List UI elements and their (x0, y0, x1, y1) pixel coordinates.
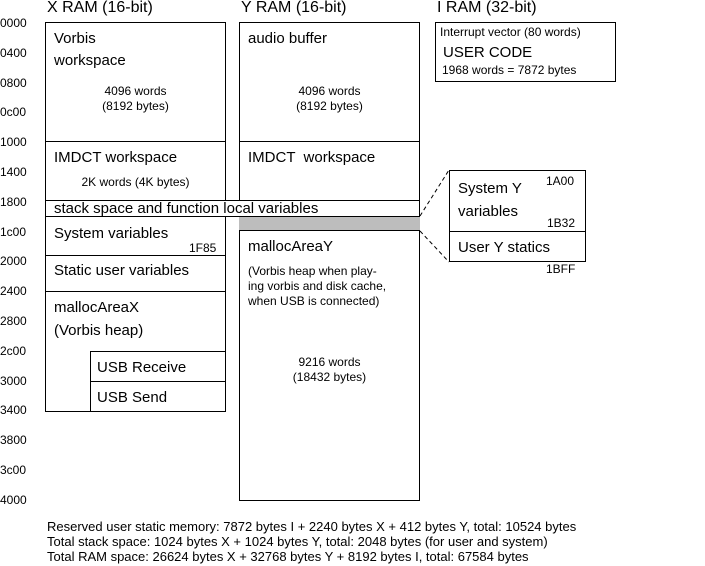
y-detail-system-y-label: System Y (458, 180, 522, 197)
x-vorbis-workspace-label: Vorbis (54, 30, 96, 47)
address-label: 1000 (0, 135, 27, 150)
address-label: 0c00 (0, 105, 27, 120)
address-label: 2800 (0, 314, 27, 328)
i-ram-header: I RAM (32-bit) (437, 0, 537, 16)
x-vorbis-words: 4096 words (104, 84, 167, 98)
footer-stack-space: Total stack space: 1024 bytes X + 1024 bytes Y, total: 2048 bytes (for user and system) (47, 534, 548, 549)
y-detail-address-end: 1BFF (546, 262, 576, 276)
x-ram-header: X RAM (16-bit) (47, 0, 153, 16)
address-label: 0800 (0, 75, 27, 90)
y-imdct-workspace-label: IMDCT workspace (248, 149, 376, 166)
x-imdct-size: 2K words (4K bytes) (81, 175, 190, 189)
x-vorbis-workspace-label: workspace (54, 52, 126, 69)
zoom-connector-bottom (420, 231, 449, 262)
i-user-code-size: 1968 words = 7872 bytes (442, 63, 577, 77)
address-label: 0000 (0, 16, 27, 30)
address-label: 3800 (0, 433, 27, 448)
y-malloc-words: 9216 words (298, 355, 361, 369)
address-label: 1800 (0, 194, 27, 209)
x-static-user-variables-label: Static user variables (54, 262, 190, 279)
y-detail-address-start: 1A00 (546, 174, 575, 188)
address-label: 2000 (0, 254, 27, 269)
x-system-variables-address: 1F85 (189, 241, 217, 255)
address-label: 2400 (0, 284, 27, 299)
y-detail-system-y-label: variables (458, 203, 519, 220)
address-label: 1400 (0, 165, 27, 179)
y-audio-bytes: (8192 bytes) (296, 99, 363, 113)
x-malloc-area-label: mallocAreaX (54, 299, 140, 316)
address-label: 1c00 (0, 224, 27, 239)
i-user-code-label: USER CODE (443, 44, 533, 61)
address-label: 3000 (0, 373, 27, 388)
address-label: 2c00 (0, 343, 27, 358)
stack-space-label: stack space and function local variables (54, 200, 319, 217)
address-label: 0400 (0, 45, 27, 60)
i-interrupt-vector: Interrupt vector (80 words) (440, 25, 581, 39)
x-malloc-area-label: (Vorbis heap) (54, 322, 144, 339)
x-usb-receive-label: USB Receive (97, 359, 187, 376)
x-system-variables-label: System variables (54, 225, 169, 242)
address-label: 3400 (0, 403, 27, 418)
address-label: 4000 (0, 492, 27, 507)
x-vorbis-bytes: (8192 bytes) (102, 99, 169, 113)
y-malloc-bytes: (18432 bytes) (292, 370, 367, 384)
footer-total-ram: Total RAM space: 26624 bytes X + 32768 bytes Y + 8192 bytes I, total: 67584 bytes (47, 549, 529, 564)
y-heap-note: when USB is connected) (248, 294, 380, 308)
address-label: 3c00 (0, 463, 27, 477)
y-heap-note: ing vorbis and disk cache, (248, 279, 387, 293)
footer-reserved-static: Reserved user static memory: 7872 bytes I + 2240 bytes X + 412 bytes Y, total: 10524 bytes (47, 519, 577, 534)
y-audio-words: 4096 words (298, 84, 361, 98)
y-audio-buffer-label: audio buffer (248, 30, 327, 47)
y-detail-user-statics-label: User Y statics (458, 239, 550, 256)
zoom-connector-top (420, 170, 449, 216)
y-malloc-area-label: mallocAreaY (248, 238, 334, 255)
x-usb-send-label: USB Send (97, 389, 168, 406)
x-imdct-workspace-label: IMDCT workspace (54, 149, 178, 166)
y-detail-address-mid: 1B32 (547, 216, 576, 230)
y-heap-note: (Vorbis heap when play- (248, 264, 377, 278)
y-ram-header: Y RAM (16-bit) (241, 0, 347, 16)
